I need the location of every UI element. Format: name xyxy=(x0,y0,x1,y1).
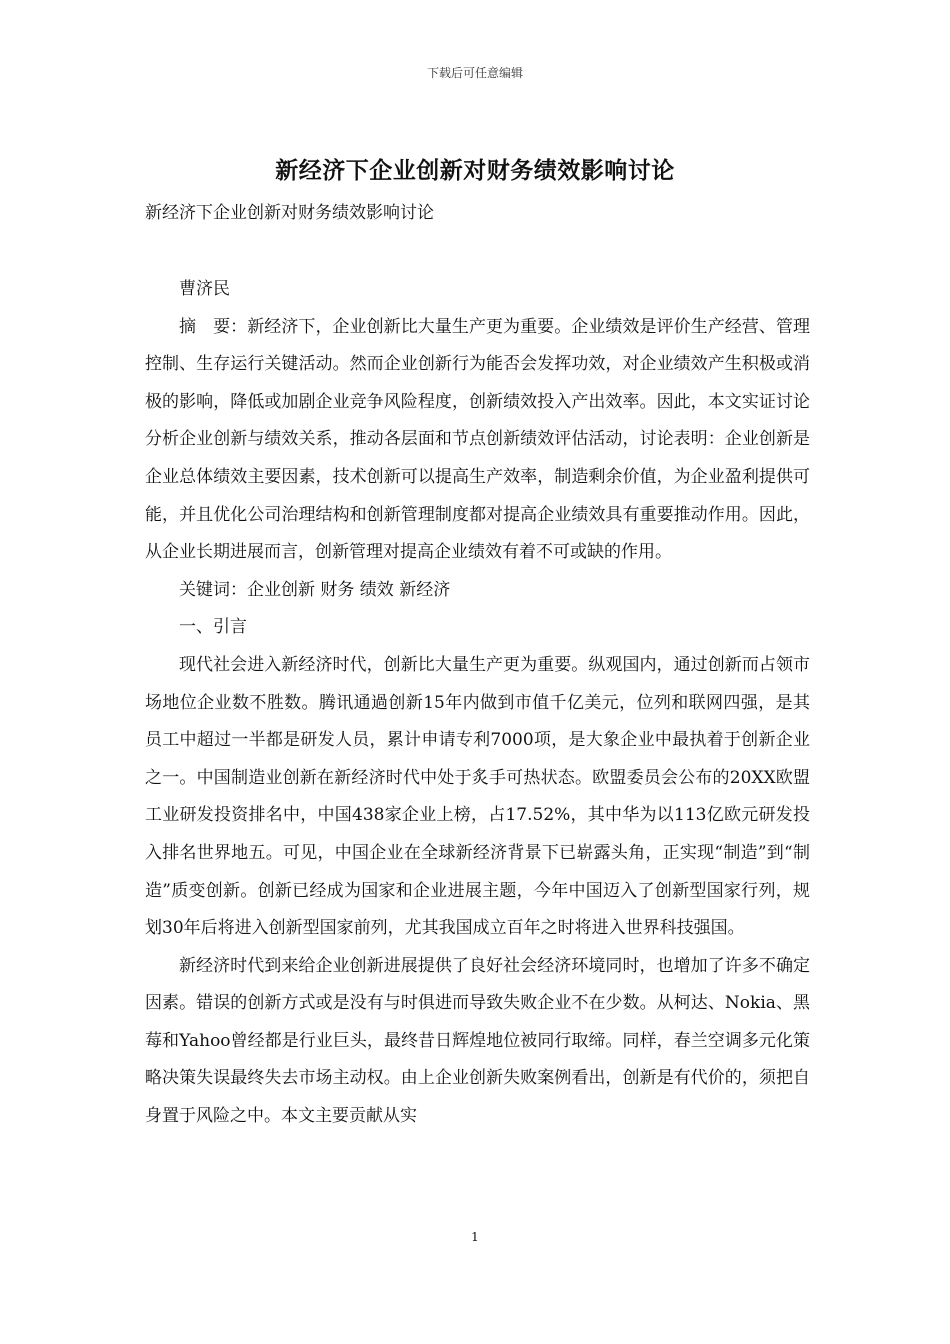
section-heading: 一、引言 xyxy=(179,617,247,638)
body-paragraph-2: 新经济时代到来给企业创新进展提供了良好社会经济环境同时，也增加了许多不确定因素。错误的创新方式或是没有与时俱进而导致失败企业不在少数。从柯达、Nokia、黑莓和Yahoo曾经都是行业巨头，最终昔日辉煌地位被同行取缔。同样，春兰空调多元化策略决策失误最终失去市场主动权。由上企业创新失败案例看出，创新是有代价的，须把自身置于风险之中。本文主要贡献从实 xyxy=(145,955,810,1127)
document-body xyxy=(145,271,810,1136)
abstract-paragraph: 摘 要：新经济下，企业创新比大量生产更为重要。企业绩效是评价生产经营、管理控制、生存运行关键活动。然而企业创新行为能否会发挥功效，对企业绩效产生积极或消极的影响，降低或加剧企业竞争风险程度，创新绩效投入产出效率。因此，本文实证讨论分析企业创新与绩效关系，推动各层面和节点创新绩效评估活动，讨论表明：企业创新是企业总体绩效主要因素，技术创新可以提高生产效率，制造剩余价值，为企业盈利提供可能，并且优化公司治理结构和创新管理制度都对提高企业绩效具有重要推动作用。因此，从企业长期进展而言，创新管理对提高企业绩效有着不可或缺的作用。 xyxy=(145,316,810,563)
document-subtitle: 新经济下企业创新对财务绩效影响讨论 xyxy=(145,203,434,223)
document-title: 新经济下企业创新对财务绩效影响讨论 xyxy=(275,157,675,184)
keywords-line: 关键词：企业创新 财务 绩效 新经济 xyxy=(179,579,451,600)
page-number: 1 xyxy=(471,1230,479,1244)
author-line: 曹济民 xyxy=(179,279,230,299)
body-paragraph-1: 现代社会进入新经济时代，创新比大量生产更为重要。纵观国内，通过创新而占领市场地位企业数不胜数。腾讯通過创新15年内做到市值千亿美元，位列和联网四强，是其员工中超过一半都是研发人员，累计申请专利7000项，是大象企业中最执着于创新企业之一。中国制造业创新在新经济时代中处于炙手可热状态。欧盟委员会公布的20XX欧盟工业研发投资排名中，中国438家企业上榜，占17.52%，其中华为以113亿欧元研发投入排名世界地五。可见，中国企业在全球新经济背景下已崭露头角，正实现“制造”到“制造”质变创新。创新已经成为国家和企业进展主题，今年中国迈入了创新型国家行列，规划30年后将进入创新型国家前列，尤其我国成立百年之时将进入世界科技强国。 xyxy=(145,654,810,939)
page-header-note: 下载后可任意编辑 xyxy=(426,66,523,80)
